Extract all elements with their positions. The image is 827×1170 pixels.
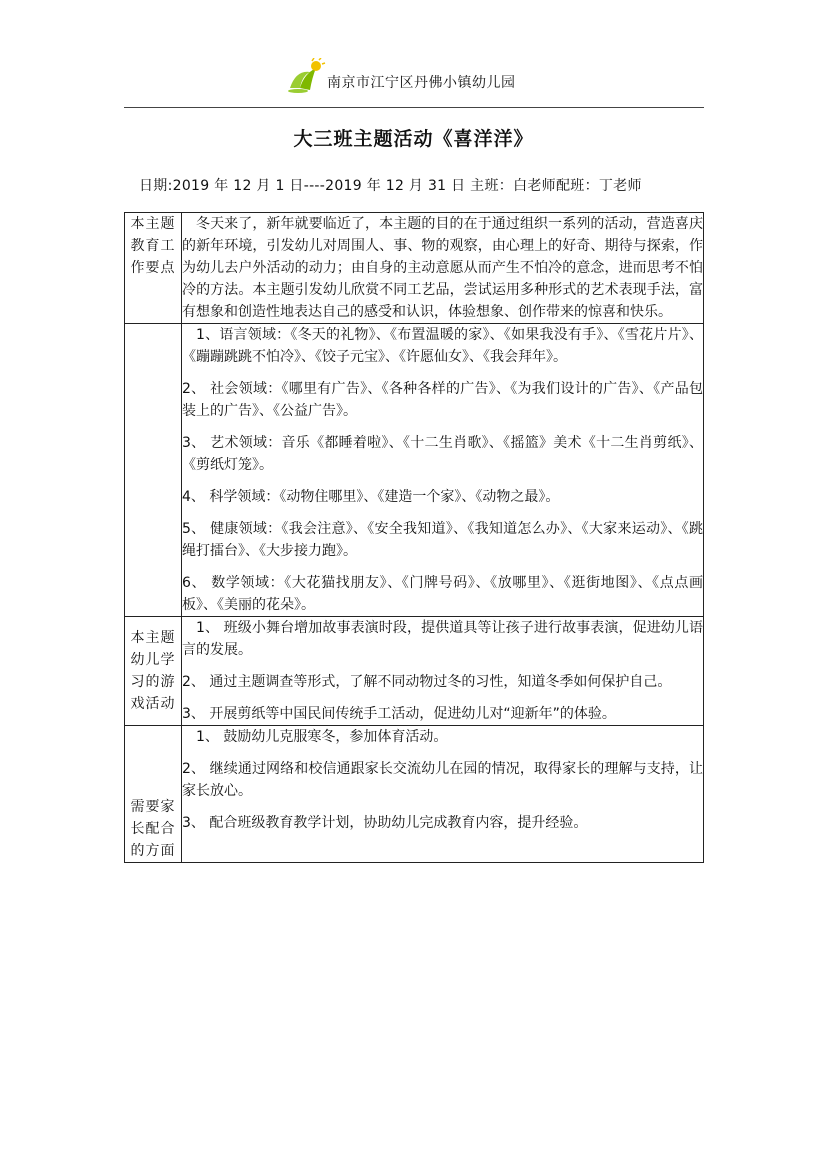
parent-item-3: 3、 配合班级教育教学计划，协助幼儿完成教育内容，提升经验。	[182, 815, 588, 831]
parents-content	[182, 726, 704, 863]
game-item-1: 1、 班级小舞台增加故事表演时段，提供道具等让孩子进行故事表演，促进幼儿语言的发展。	[182, 620, 703, 658]
parents-label: 需要家长配合的方面	[125, 726, 182, 863]
games-label: 本主题幼儿学习的游戏活动	[125, 617, 182, 726]
school-logo-icon	[286, 58, 328, 94]
document-header	[0, 58, 827, 94]
domain-item-health: 5、 健康领域：《我会注意》、《安全我知道》、《我知道怎么办》、《大家来运动》、《跳绳打擂台》、《大步接力跑》。	[182, 521, 703, 559]
page-title: 大三班主题活动《喜洋洋》	[293, 128, 534, 150]
game-item-2: 2、 通过主题调查等形式，了解不同动物过冬的习性，知道冬季如何保护自己。	[182, 674, 672, 690]
games-content	[182, 617, 704, 726]
goals-text: 冬天来了，新年就要临近了，本主题的目的在于通过组织一系列的活动，营造喜庆的新年环境，引发幼儿对周围人、事、物的观察，由心理上的好奇、期待与探索，作为幼儿去户外活动的动力；由自身的主动意愿从而产生不怕冷的意念，进而思考不怕冷的方法。本主题引发幼儿欣赏不同工艺品，尝试运用多种形式的艺术表现手法，富有想象和创造性地表达自己的感受和认识，体验想象、创作带来的惊喜和快乐。	[182, 216, 703, 320]
table-row-games	[125, 617, 704, 726]
school-name: 南京市江宁区丹佛小镇幼儿园	[327, 75, 516, 91]
domain-item-language: 1、语言领域：《冬天的礼物》、《布置温暖的家》、《如果我没有手》、《雪花片片》、《蹦蹦跳跳不怕冷》、《饺子元宝》、《许愿仙女》、《我会拜年》。	[182, 327, 703, 365]
goals-content	[182, 213, 704, 324]
domain-item-math: 6、 数学领域：《大花猫找朋友》、《门牌号码》、《放哪里》、《逛街地图》、《点点画板》、《美丽的花朵》。	[182, 575, 703, 613]
domain-item-science: 4、 科学领域：《动物住哪里》、《建造一个家》、《动物之最》。	[182, 489, 560, 505]
table-row-goals	[125, 213, 704, 324]
domains-content	[182, 324, 704, 617]
domain-item-social: 2、 社会领域：《哪里有广告》、《各种各样的广告》、《为我们设计的广告》、《产品包装上的广告》、《公益广告》。	[182, 381, 703, 419]
table-row-parents	[125, 726, 704, 863]
parent-item-2: 2、 继续通过网络和校信通跟家长交流幼儿在园的情况，取得家长的理解与支持，让家长放心。	[182, 761, 703, 799]
parent-item-1: 1、 鼓励幼儿克服寒冬，参加体育活动。	[196, 729, 448, 745]
goals-label: 本主题教育工作要点	[125, 213, 182, 324]
domains-label	[125, 324, 182, 617]
table-row-domains	[125, 324, 704, 617]
domain-item-art: 3、 艺术领域：音乐《都睡着啦》、《十二生肖歌》、《摇篮》美术《十二生肖剪纸》、《剪纸灯笼》。	[182, 435, 703, 473]
theme-plan-table	[124, 212, 704, 863]
game-item-3: 3、 开展剪纸等中国民间传统手工活动，促进幼儿对“迎新年”的体验。	[182, 706, 616, 722]
date-teacher-line: 日期:2019 年 12 月 1 日----2019 年 12 月 31 日 主班：白老师配班：丁老师	[139, 178, 642, 194]
header-divider	[124, 107, 704, 108]
